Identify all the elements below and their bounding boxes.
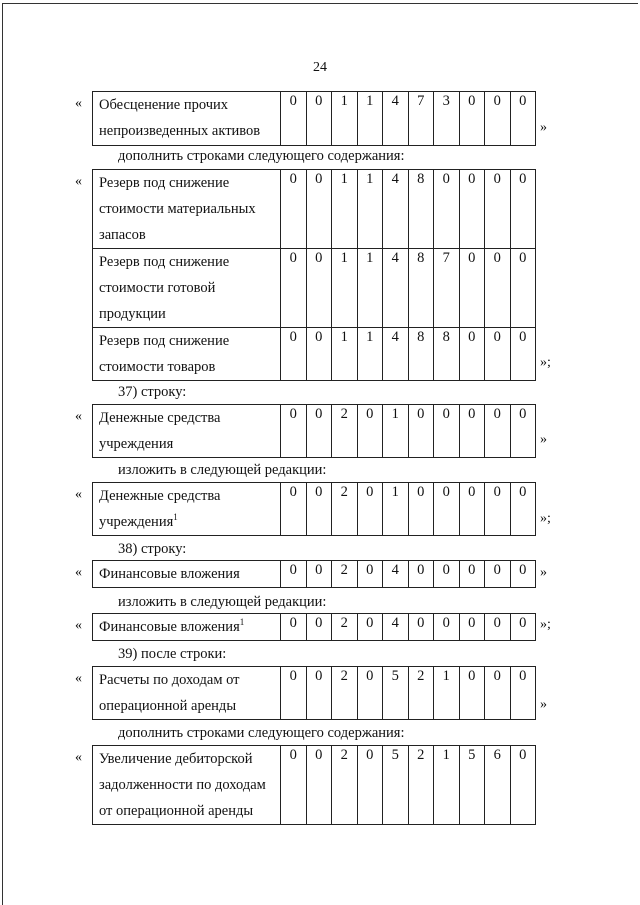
account-name bbox=[93, 405, 281, 458]
code-digit: 0 bbox=[408, 483, 434, 536]
code-digit: 1 bbox=[383, 405, 409, 458]
code-table bbox=[92, 745, 536, 825]
code-table bbox=[92, 613, 536, 641]
code-digit: 0 bbox=[281, 667, 307, 720]
code-digit: 0 bbox=[510, 92, 536, 146]
code-digit: 1 bbox=[332, 92, 358, 146]
table-row bbox=[93, 405, 536, 458]
code-digit: 2 bbox=[332, 614, 358, 641]
instruction-add-rows: дополнить строками следующего содержания: bbox=[118, 725, 405, 741]
code-digit: 0 bbox=[306, 614, 332, 641]
account-name bbox=[93, 170, 281, 249]
code-digit: 0 bbox=[459, 614, 485, 641]
instruction-add-rows: дополнить строками следующего содержания: bbox=[118, 148, 405, 164]
account-name-line: Денежные средства bbox=[99, 410, 221, 426]
code-digit: 0 bbox=[510, 614, 536, 641]
code-digit: 1 bbox=[332, 249, 358, 328]
code-digit: 0 bbox=[281, 405, 307, 458]
code-digit: 3 bbox=[434, 92, 460, 146]
code-digit: 0 bbox=[306, 405, 332, 458]
account-name bbox=[93, 746, 281, 825]
account-name-line: стоимости товаров bbox=[99, 359, 216, 375]
code-digit: 0 bbox=[306, 249, 332, 328]
account-name-line: непроизведенных активов bbox=[99, 123, 261, 139]
account-name-line: Денежные средства bbox=[99, 488, 221, 504]
code-digit: 0 bbox=[510, 170, 536, 249]
account-name-line: учреждения$^1$ bbox=[99, 512, 178, 530]
code-digit: 0 bbox=[281, 170, 307, 249]
account-name-line: продукции bbox=[99, 306, 166, 322]
code-digit: 0 bbox=[357, 405, 383, 458]
code-digit: 2 bbox=[332, 746, 358, 825]
code-table bbox=[92, 666, 536, 720]
code-digit: 0 bbox=[434, 561, 460, 588]
account-name-line: Увеличение дебиторской bbox=[99, 751, 253, 767]
account-name-line: Резерв под снижение bbox=[99, 333, 230, 349]
code-digit: 0 bbox=[281, 614, 307, 641]
quote-open: « bbox=[75, 671, 82, 686]
quote-close: »; bbox=[540, 511, 551, 526]
quote-close: »; bbox=[540, 617, 551, 632]
quote-open: « bbox=[75, 96, 82, 111]
code-digit: 0 bbox=[485, 614, 511, 641]
code-digit: 0 bbox=[434, 614, 460, 641]
code-digit: 0 bbox=[306, 746, 332, 825]
instruction-new-edition: изложить в следующей редакции: bbox=[118, 594, 327, 610]
code-digit: 0 bbox=[357, 746, 383, 825]
footnote-mark: 1 bbox=[239, 617, 245, 628]
code-digit: 5 bbox=[459, 746, 485, 825]
code-digit: 0 bbox=[459, 667, 485, 720]
code-digit: 0 bbox=[485, 561, 511, 588]
code-digit: 4 bbox=[383, 249, 409, 328]
code-digit: 5 bbox=[383, 667, 409, 720]
code-digit: 8 bbox=[408, 170, 434, 249]
code-digit: 2 bbox=[332, 561, 358, 588]
code-digit: 0 bbox=[459, 328, 485, 381]
code-digit: 0 bbox=[510, 328, 536, 381]
code-digit: 2 bbox=[408, 667, 434, 720]
account-name bbox=[93, 92, 281, 146]
code-digit: 0 bbox=[306, 328, 332, 381]
quote-open: « bbox=[75, 174, 82, 189]
account-name-line: Резерв под снижение bbox=[99, 175, 230, 191]
code-digit: 0 bbox=[459, 483, 485, 536]
code-digit: 1 bbox=[383, 483, 409, 536]
code-digit: 0 bbox=[485, 170, 511, 249]
code-digit: 0 bbox=[485, 328, 511, 381]
code-digit: 0 bbox=[281, 328, 307, 381]
table-row bbox=[93, 483, 536, 536]
quote-open: « bbox=[75, 565, 82, 580]
code-digit: 1 bbox=[357, 92, 383, 146]
footnote-mark: 1 bbox=[173, 512, 178, 523]
quote-close: » bbox=[540, 565, 547, 580]
code-digit: 5 bbox=[383, 746, 409, 825]
code-digit: 0 bbox=[357, 667, 383, 720]
code-digit: 0 bbox=[408, 561, 434, 588]
code-digit: 4 bbox=[383, 561, 409, 588]
code-digit: 0 bbox=[485, 249, 511, 328]
table-row bbox=[93, 328, 536, 381]
code-digit: 0 bbox=[510, 483, 536, 536]
account-name-line: Резерв под снижение bbox=[99, 254, 230, 270]
code-digit: 0 bbox=[485, 405, 511, 458]
instruction-item-37: 37) строку: bbox=[118, 384, 187, 400]
code-digit: 1 bbox=[357, 170, 383, 249]
code-digit: 4 bbox=[383, 614, 409, 641]
code-digit: 0 bbox=[459, 170, 485, 249]
page-number: 24 bbox=[313, 60, 327, 75]
code-digit: 0 bbox=[281, 561, 307, 588]
table-row bbox=[93, 614, 536, 641]
code-digit: 0 bbox=[434, 405, 460, 458]
code-digit: 1 bbox=[332, 328, 358, 381]
code-digit: 1 bbox=[434, 746, 460, 825]
code-digit: 0 bbox=[459, 92, 485, 146]
account-name bbox=[93, 249, 281, 328]
code-table bbox=[92, 404, 536, 458]
code-digit: 0 bbox=[510, 561, 536, 588]
code-digit: 0 bbox=[485, 667, 511, 720]
code-digit: 1 bbox=[434, 667, 460, 720]
code-digit: 0 bbox=[434, 170, 460, 249]
code-digit: 0 bbox=[485, 92, 511, 146]
code-digit: 0 bbox=[281, 483, 307, 536]
code-digit: 4 bbox=[383, 92, 409, 146]
quote-open: « bbox=[75, 409, 82, 424]
account-name-line: от операционной аренды bbox=[99, 803, 254, 819]
code-digit: 2 bbox=[332, 405, 358, 458]
code-digit: 0 bbox=[459, 249, 485, 328]
table-row bbox=[93, 249, 536, 328]
code-digit: 1 bbox=[357, 249, 383, 328]
code-table bbox=[92, 91, 536, 146]
code-digit: 2 bbox=[332, 667, 358, 720]
account-name-line: стоимости готовой bbox=[99, 280, 216, 296]
code-digit: 0 bbox=[306, 170, 332, 249]
code-digit: 0 bbox=[459, 405, 485, 458]
code-digit: 4 bbox=[383, 170, 409, 249]
instruction-item-39: 39) после строки: bbox=[118, 646, 227, 662]
code-digit: 7 bbox=[408, 92, 434, 146]
account-name-line: Расчеты по доходам от bbox=[99, 672, 240, 688]
code-digit: 0 bbox=[510, 746, 536, 825]
code-digit: 0 bbox=[485, 483, 511, 536]
table-row bbox=[93, 746, 536, 825]
code-digit: 0 bbox=[306, 667, 332, 720]
code-digit: 8 bbox=[408, 249, 434, 328]
code-digit: 0 bbox=[510, 249, 536, 328]
account-name-line: учреждения bbox=[99, 436, 174, 452]
account-name bbox=[93, 561, 281, 588]
account-name-line: задолженности по доходам bbox=[99, 777, 266, 793]
account-name-line: запасов bbox=[99, 227, 146, 243]
code-digit: 0 bbox=[306, 92, 332, 146]
table-row bbox=[93, 170, 536, 249]
account-name-line: операционной аренды bbox=[99, 698, 237, 714]
account-name-line: Обесценение прочих bbox=[99, 97, 229, 113]
code-digit: 0 bbox=[510, 405, 536, 458]
instruction-new-edition: изложить в следующей редакции: bbox=[118, 462, 327, 478]
quote-open: « bbox=[75, 750, 82, 765]
quote-close: »; bbox=[540, 355, 551, 370]
code-digit: 0 bbox=[408, 614, 434, 641]
account-name bbox=[93, 328, 281, 381]
table-row bbox=[93, 667, 536, 720]
code-table bbox=[92, 560, 536, 588]
code-digit: 2 bbox=[408, 746, 434, 825]
account-name bbox=[93, 614, 281, 641]
quote-close: » bbox=[540, 432, 547, 447]
table-row bbox=[93, 92, 536, 146]
quote-close: » bbox=[540, 697, 547, 712]
code-digit: 0 bbox=[281, 92, 307, 146]
code-digit: 8 bbox=[434, 328, 460, 381]
code-digit: 0 bbox=[357, 483, 383, 536]
account-name-line: Финансовые вложения bbox=[99, 566, 240, 582]
code-digit: 7 bbox=[434, 249, 460, 328]
account-name bbox=[93, 667, 281, 720]
code-digit: 0 bbox=[510, 667, 536, 720]
quote-open: « bbox=[75, 487, 82, 502]
code-digit: 2 bbox=[332, 483, 358, 536]
code-digit: 4 bbox=[383, 328, 409, 381]
code-table bbox=[92, 169, 536, 381]
account-name bbox=[93, 483, 281, 536]
account-name-line: стоимости материальных bbox=[99, 201, 256, 217]
code-digit: 0 bbox=[408, 405, 434, 458]
code-digit: 0 bbox=[281, 249, 307, 328]
code-digit: 0 bbox=[357, 561, 383, 588]
code-digit: 0 bbox=[281, 746, 307, 825]
code-digit: 6 bbox=[485, 746, 511, 825]
code-digit: 8 bbox=[408, 328, 434, 381]
code-table bbox=[92, 482, 536, 536]
code-digit: 0 bbox=[306, 561, 332, 588]
code-digit: 0 bbox=[459, 561, 485, 588]
table-row bbox=[93, 561, 536, 588]
code-digit: 0 bbox=[306, 483, 332, 536]
instruction-item-38: 38) строку: bbox=[118, 541, 187, 557]
quote-open: « bbox=[75, 618, 82, 633]
quote-close: » bbox=[540, 120, 547, 135]
code-digit: 0 bbox=[434, 483, 460, 536]
code-digit: 1 bbox=[332, 170, 358, 249]
code-digit: 0 bbox=[357, 614, 383, 641]
account-name-line: Финансовые вложения$^1$ bbox=[99, 617, 245, 635]
code-digit: 1 bbox=[357, 328, 383, 381]
